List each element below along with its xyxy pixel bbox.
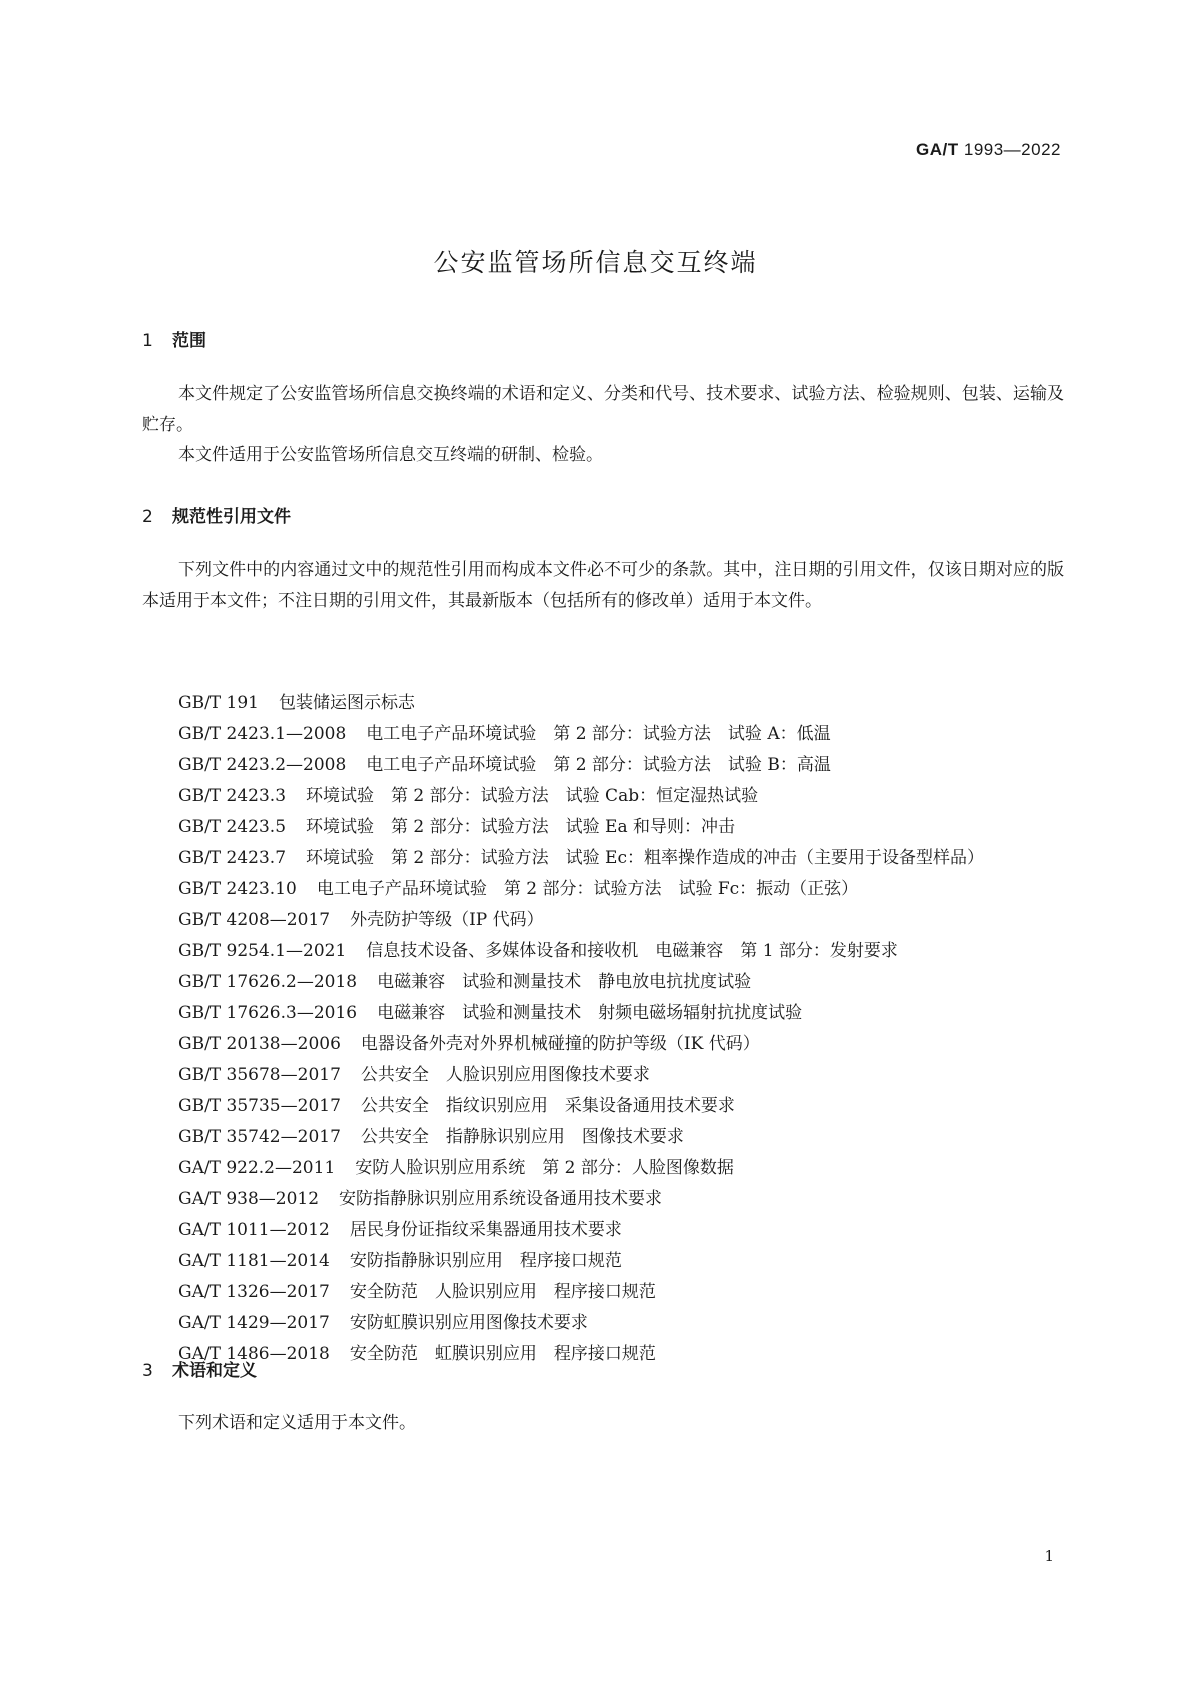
reference-code: GB/T 17626.2—2018 [178, 972, 358, 992]
reference-item [142, 688, 1064, 719]
reference-item [142, 781, 1064, 812]
reference-code: GB/T 9254.1—2021 [178, 941, 347, 961]
reference-item [142, 1246, 1064, 1277]
standard-code [916, 140, 1061, 160]
reference-title: 电工电子产品环境试验 第 2 部分：试验方法 试验 Fc：振动（正弦） [316, 879, 859, 899]
reference-title: 包装储运图示标志 [279, 693, 415, 713]
scope-paragraph: 本文件规定了公安监管场所信息交换终端的术语和定义、分类和代号、技术要求、试验方法、检验规则、包装、运输及贮存。 [142, 384, 1064, 435]
section-heading-normative-references [142, 502, 291, 527]
reference-item [142, 1122, 1064, 1153]
reference-title: 安防指静脉识别应用系统设备通用技术要求 [339, 1189, 663, 1209]
reference-item [142, 1215, 1064, 1246]
reference-code: GA/T 922.2—2011 [178, 1158, 336, 1178]
reference-code: GB/T 2423.10 [178, 879, 297, 899]
reference-code: GA/T 1011—2012 [178, 1220, 330, 1240]
reference-list [142, 688, 1064, 1370]
reference-item [142, 1339, 1064, 1370]
reference-title: 电器设备外壳对外界机械碰撞的防护等级（IK 代码） [360, 1034, 760, 1054]
reference-code: GB/T 17626.3—2016 [178, 1003, 358, 1023]
reference-code: GB/T 2423.5 [178, 817, 287, 837]
reference-title: 公共安全 指纹识别应用 采集设备通用技术要求 [360, 1096, 735, 1116]
section-number: 3 [142, 1361, 153, 1381]
page-number: 1 [1044, 1547, 1054, 1565]
reference-code: GB/T 4208—2017 [178, 910, 331, 930]
section-title: 术语和定义 [172, 1361, 257, 1381]
section-title: 范围 [172, 331, 206, 351]
reference-code: GA/T 1429—2017 [178, 1313, 330, 1333]
reference-code: GA/T 938—2012 [178, 1189, 320, 1209]
reference-title: 安全防范 虹膜识别应用 程序接口规范 [349, 1344, 656, 1364]
reference-code: GA/T 1181—2014 [178, 1251, 330, 1271]
reference-code: GB/T 2423.2—2008 [178, 755, 347, 775]
reference-item [142, 1308, 1064, 1339]
reference-title: 电工电子产品环境试验 第 2 部分：试验方法 试验 A：低温 [366, 724, 831, 744]
reference-item [142, 1029, 1064, 1060]
reference-code: GB/T 20138—2006 [178, 1034, 341, 1054]
reference-item [142, 1184, 1064, 1215]
reference-item [142, 1153, 1064, 1184]
reference-code: GB/T 191 [178, 693, 259, 713]
reference-code: GB/T 2423.1—2008 [178, 724, 347, 744]
references-intro-paragraph: 下列文件中的内容通过文中的规范性引用而构成本文件必不可少的条款。其中，注日期的引用文件，仅该日期对应的版本适用于本文件；不注日期的引用文件，其最新版本（包括所有的修改单）适用于本文件。 [142, 560, 1064, 611]
reference-title: 安防指静脉识别应用 程序接口规范 [349, 1251, 622, 1271]
reference-title: 安防虹膜识别应用图像技术要求 [349, 1313, 588, 1333]
reference-title: 公共安全 人脸识别应用图像技术要求 [360, 1065, 650, 1085]
reference-title: 环境试验 第 2 部分：试验方法 试验 Ec：粗率操作造成的冲击（主要用于设备型样品） [306, 848, 984, 868]
scope-paragraph: 本文件适用于公安监管场所信息交互终端的研制、检验。 [178, 445, 603, 465]
reference-title: 居民身份证指纹采集器通用技术要求 [349, 1220, 622, 1240]
section-title: 规范性引用文件 [172, 507, 291, 527]
reference-title: 电工电子产品环境试验 第 2 部分：试验方法 试验 B：高温 [366, 755, 831, 775]
section-number: 1 [142, 331, 153, 351]
reference-code: GB/T 35735—2017 [178, 1096, 341, 1116]
reference-title: 公共安全 指静脉识别应用 图像技术要求 [360, 1127, 684, 1147]
reference-item [142, 1060, 1064, 1091]
reference-title: 环境试验 第 2 部分：试验方法 试验 Cab：恒定湿热试验 [306, 786, 759, 806]
reference-item [142, 874, 1064, 905]
reference-item [142, 967, 1064, 998]
document-title: 公安监管场所信息交互终端 [433, 248, 758, 277]
reference-code: GB/T 35678—2017 [178, 1065, 341, 1085]
section-heading-scope [142, 326, 206, 351]
section-number: 2 [142, 507, 153, 527]
reference-title: 安全防范 人脸识别应用 程序接口规范 [349, 1282, 656, 1302]
reference-title: 电磁兼容 试验和测量技术 射频电磁场辐射抗扰度试验 [377, 1003, 803, 1023]
terms-paragraph: 下列术语和定义适用于本文件。 [178, 1413, 416, 1433]
reference-item [142, 1277, 1064, 1308]
reference-item [142, 719, 1064, 750]
reference-title: 外壳防护等级（IP 代码） [350, 910, 544, 930]
reference-item [142, 812, 1064, 843]
section-heading-terms-definitions [142, 1356, 257, 1381]
reference-code: GB/T 2423.3 [178, 786, 287, 806]
standard-code-prefix: GA/T [916, 140, 959, 159]
reference-item [142, 905, 1064, 936]
reference-item [142, 1091, 1064, 1122]
reference-title: 环境试验 第 2 部分：试验方法 试验 Ea 和导则：冲击 [306, 817, 736, 837]
standard-code-number: 1993—2022 [963, 140, 1061, 159]
reference-code: GA/T 1486—2018 [178, 1344, 330, 1364]
reference-item [142, 843, 1064, 874]
reference-item [142, 750, 1064, 781]
reference-code: GA/T 1326—2017 [178, 1282, 330, 1302]
reference-code: GB/T 2423.7 [178, 848, 287, 868]
reference-title: 安防人脸识别应用系统 第 2 部分：人脸图像数据 [355, 1158, 734, 1178]
reference-title: 电磁兼容 试验和测量技术 静电放电抗扰度试验 [377, 972, 752, 992]
reference-item [142, 998, 1064, 1029]
reference-title: 信息技术设备、多媒体设备和接收机 电磁兼容 第 1 部分：发射要求 [366, 941, 898, 961]
reference-item [142, 936, 1064, 967]
reference-code: GB/T 35742—2017 [178, 1127, 341, 1147]
